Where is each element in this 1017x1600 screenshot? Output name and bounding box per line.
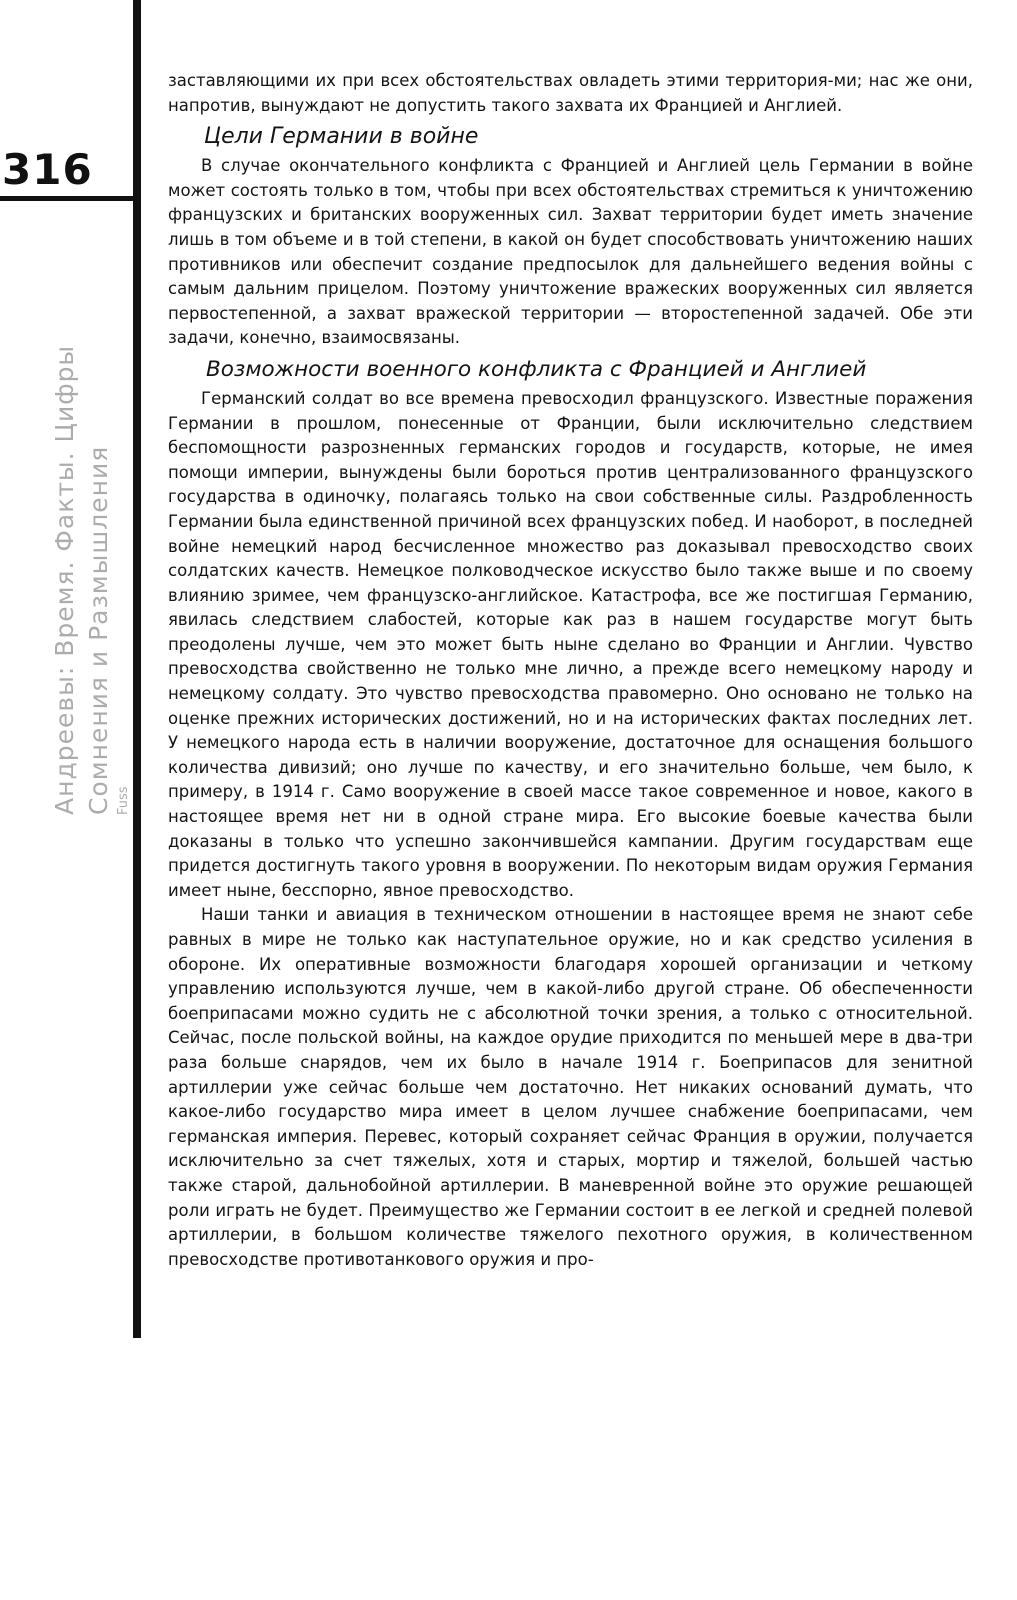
running-head-stamp: Fuss — [116, 786, 131, 815]
running-head-line-2: Сомнения и Размышления — [84, 445, 113, 815]
section-possibilities-paragraph-2: Наши танки и авиация в техническом отношении в настоящее время не знают себе равных в мире не только как наступательное оружие, но и как средство усиления в обороне. Их оперативные возможности благодаря хорошей организации и четкому управлению используются лучше, чем в какой-либо другой стране. Об обеспеченности боеприпасами можно судить не с абсолютной точки зрения, а только с относительной. Сейчас, после польской войны, на каждое орудие приходится по меньшей мере в два-три раза больше снарядов, чем их было в начале 1914 г. Боеприпасов для зенитной артиллерии уже сейчас больше чем достаточно. Нет никаких оснований думать, что какое-либо государство мира имеет в целом лучшее снабжение боеприпасами, чем германская империя. Перевес, который сохраняет сейчас Франция в оружии, получается исключительно за счет тяжелых, хотя и старых, мортир и тяжелой, большей частью также старой, дальнобойной артиллерии. В маневренной войне это оружие решающей роли играть не будет. Преимущество же Германии состоит в ее легкой и средней полевой артиллерии, в большом количестве тяжелого пехотного оружия, в количественном превосходстве противотанкового оружия и про- — [168, 905, 973, 1269]
section-goals-paragraph: В случае окончательного конфликта с Францией и Англией цель Германии в войне может состоять только в том, чтобы при всех обстоятельствах стремиться к уничтожению французских и британских вооруженных сил. Захват территории будет иметь значение лишь в том объеме и в той степени, в какой он будет способствовать уничтожению наших противников или обеспечит создание предпосылок для дальнейшего ведения войны с самым дальним прицелом. Поэтому уничтожение вражеских вооруженных сил является первостепенной, а захват вражеской территории — второстепенной задачей. Обе эти задачи, конечно, взаимосвязаны. — [168, 156, 973, 348]
section-heading-goals: Цели Германии в войне — [204, 124, 479, 150]
section-heading-possibilities: Возможности военного конфликта с Францией и Англией — [206, 356, 867, 382]
page-body — [168, 69, 973, 1272]
running-head-line-1: Андреевы: Время. Факты. Цифры — [50, 344, 79, 815]
running-head — [48, 215, 143, 815]
page-number: 316 — [2, 145, 93, 194]
section-possibilities-paragraph-1: Германский солдат во все времена превосходил французского. Известные поражения Германии в прошлом, понесенные от Франции, были исключительно следствием беспомощности разрозненных германских городов и государств, которые, не имея помощи империи, вынуждены были бороться против централизованного французского государства в одиночку, полагаясь только на свои собственные силы. Раздробленность Германии была единственной причиной всех французских побед. И наоборот, в последней войне немецкий народ бесчисленное множество раз доказывал превосходство своих солдатских качеств. Немецкое полководческое искусство было также выше и по своему влиянию зримее, чем французско-английское. Катастрофа, все же постигшая Германию, явилась следствием слабостей, которые как раз в нашем государстве могут быть преодолены лучше, чем это может быть ныне сделано во Франции и Англии. Чувство превосходства свойственно не только мне лично, а прежде всего немецкому народу и немецкому солдату. Это чувство превосходства правомерно. Оно основано не только на оценке прежних исторических достижений, но и на исторических фактах последних лет. У немецкого народа есть в наличии вооружение, достаточное для оснащения большого количества дивизий; оно лучше по качеству, и его значительно больше, чем было, к примеру, в 1914 г. Само вооружение в своей массе такое современное и новое, какого в настоящее время нет ни в одной стране мира. Его высокие боевые качества были доказаны в только что успешно закончившейся кампании. Другим государствам еще придется достигнуть такого уровня в вооружении. По некоторым видам оружия Германия имеет ныне, бесспорно, явное превосходство. — [168, 388, 973, 900]
page-number-rule — [0, 196, 137, 201]
intro-paragraph: заставляющими их при всех обстоятельствах овладеть этими территория-ми; нас же они, напротив, вынуждают не допустить такого захвата их Францией и Англией. — [168, 71, 973, 115]
